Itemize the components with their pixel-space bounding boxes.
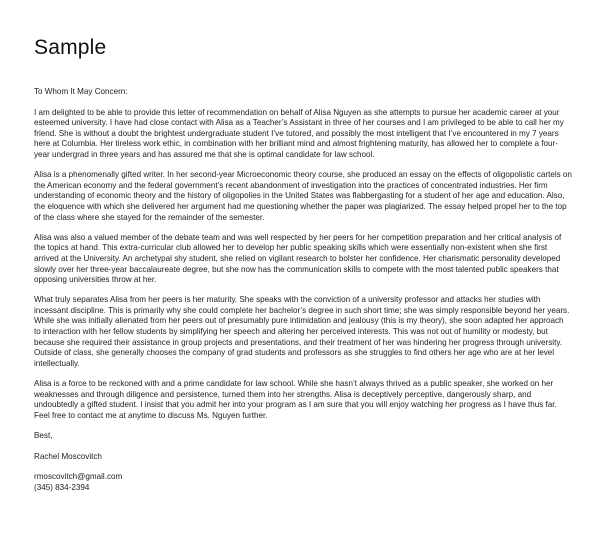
paragraph-3: Alisa was also a valued member of the debate team and was well respected by her peers for her competition preparation and her critical analysis of the topics at hand. This extra-curricular club allowed her to develop her public speaking skills which were essentially non-existent when she first arrived at the University. An archetypal shy student, she relied on vigilant research to bolster her confidence. Her charismatic personality developed slowly over her three-year baccalaureate degree, but she now has the communication skills to compete with the most talented public speakers that opposing universities throw at her.	[34, 232, 562, 285]
salutation: To Whom It May Concern:	[34, 87, 128, 96]
paragraph-4: What truly separates Alisa from her peers is her maturity. She speaks with the conviction of a university professor and attacks her studies with incessant discipline. This is primarily why she could complete her bachelor’s degree in such short time; she was simply responsible beyond her years. While she was initially alienated from her peers out of presumably pure intimidation and jealousy (this is my theory), she soon adapted her approach to interaction with her fellow students by simplifying her speech and altering her perceived interests. This was not out of humility or modesty, but because she required their assistance in group projects and presentations, and their treatment of her was hindering her progress through university. Outside of class, she generally chooses the company of grad students and professors as she struggles to find others her age who are at her level intellectually.	[34, 295, 570, 368]
phone-number: (345) 834-2394	[34, 482, 90, 492]
page-title: Sample	[34, 36, 107, 59]
letter-page	[34, 36, 572, 493]
paragraph-5: Alisa is a force to be reckoned with and a prime candidate for law school. While she hasn’t always thrived as a public speaker, she worked on her weaknesses and through diligence and persistence, turned them into her strengths. Alisa is deceptively perceptive, dangerously sharp, and undoubtedly a gifted student. I insist that you admit her into your program as I am sure that you will enjoy watching her progress as I have thus far. Feel free to contact me at anytime to discuss Ms. Nguyen further.	[34, 379, 557, 420]
paragraph-2: Alisa is a phenomenally gifted writer. In her second-year Microeconomic theory course, she produced an essay on the effects of oligopolistic cartels on the American economy and the federal government’s recent abandonment of investigation into the practices of concentrated industries. Her firm understanding of economic theory and the history of oligopolies in the United States was flabbergasting for a student of her age and education. Also, the eloquence with which she delivered her argument had me questioning whether the paper was plagiarized. The essay helped propel her to the top of the class where she stayed for the remainder of the semester.	[34, 170, 572, 222]
paragraph-1: I am delighted to be able to provide this letter of recommendation on behalf of Alisa Nguyen as she attempts to pursue her academic career at your esteemed university. I have had close contact with Alisa as a Teacher’s Assistant in three of her courses and I am privileged to be able to call her my friend. She is without a doubt the brightest undergraduate student I’ve tutored, and possibly the most intelligent that I’ve encountered in my 7 years here at Columbia. Her tireless work ethic, in combination with her brilliant mind and almost frightening maturity, has allowed her to complete a four-year undergrad in three years and has assured me that she is optimal candidate for law school.	[34, 107, 564, 159]
signer-name: Rachel Moscovitch	[34, 451, 102, 461]
closing: Best,	[34, 431, 53, 440]
email-address: rmoscovitch@gmail.com	[34, 472, 123, 482]
